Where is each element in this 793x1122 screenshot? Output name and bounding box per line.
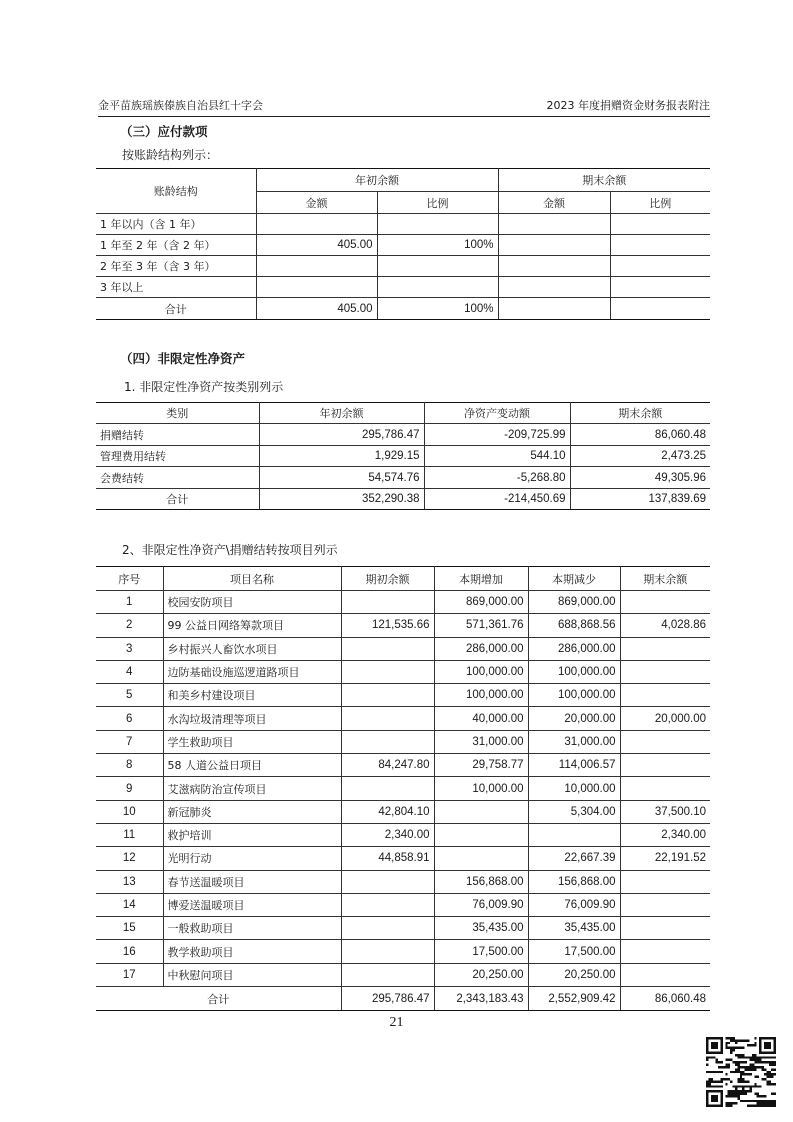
begin-balance [341,893,434,916]
change-value: -5,268.80 [424,467,570,489]
end-amount [498,277,610,298]
project-name: 学生救助项目 [163,730,341,753]
decrease: 869,000.00 [528,591,620,614]
end-balance: 2,340.00 [620,823,710,846]
col-header-end-amount: 金额 [498,192,610,214]
end-balance [620,660,710,683]
begin-ratio [377,214,498,235]
table-row [96,730,710,753]
row-index: 14 [96,893,163,916]
col-header-increase: 本期增加 [434,567,528,591]
increase: 869,000.00 [434,591,528,614]
document-title: 2023 年度捐赠资金财务报表附注 [546,99,710,112]
begin-balance: 2,340.00 [341,823,434,846]
end-balance: 37,500.10 [620,800,710,823]
decrease: 286,000.00 [528,637,620,660]
category-label: 捐赠结转 [96,424,259,446]
end-balance [620,870,710,893]
table-total-row [96,987,710,1011]
end-value: 49,305.96 [570,467,710,489]
increase: 100,000.00 [434,684,528,707]
col-header-end: 期末余额 [570,403,710,424]
row-index: 6 [96,707,163,730]
end-amount [498,235,610,256]
end-amount [498,256,610,277]
begin-ratio: 100% [377,235,498,256]
col-header-end: 期末余额 [498,169,710,192]
increase: 40,000.00 [434,707,528,730]
row-index: 3 [96,637,163,660]
begin-ratio [377,277,498,298]
increase: 10,000.00 [434,777,528,800]
end-amount [498,214,610,235]
category-label: 合计 [96,489,259,510]
table-row [96,467,710,489]
begin-balance: 42,804.10 [341,800,434,823]
increase: 2,343,183.43 [434,987,528,1011]
table-row [96,214,710,235]
table-total-row [96,489,710,510]
decrease: 100,000.00 [528,660,620,683]
decrease: 20,000.00 [528,707,620,730]
project-name: 新冠肺炎 [163,800,341,823]
col-header-category: 类别 [96,403,259,424]
table-row [96,893,710,916]
col-header-change: 净资产变动额 [424,403,570,424]
project-name: 中秋慰问项目 [163,963,341,986]
table-row [96,277,710,298]
page-header [98,96,710,117]
begin-balance [341,591,434,614]
table-row [96,940,710,963]
project-name: 58 人道公益日项目 [163,754,341,777]
row-index: 10 [96,800,163,823]
col-header-begin: 年初余额 [259,403,424,424]
row-index: 2 [96,614,163,637]
end-ratio [610,256,710,277]
col-header-project: 项目名称 [163,567,341,591]
begin-balance [341,870,434,893]
decrease: 100,000.00 [528,684,620,707]
row-label: 1 年以内（含 1 年） [96,214,256,235]
begin-balance [341,660,434,683]
increase: 156,868.00 [434,870,528,893]
change-value: 544.10 [424,446,570,467]
increase [434,800,528,823]
net-assets-subtitle-1: 1. 非限定性净资产按类别列示 [124,380,284,394]
end-value: 2,473.25 [570,446,710,467]
project-name: 救护培训 [163,823,341,846]
increase: 20,250.00 [434,963,528,986]
end-value: 86,060.48 [570,424,710,446]
project-name: 边防基础设施巡逻道路项目 [163,660,341,683]
begin-ratio [377,256,498,277]
end-ratio [610,235,710,256]
decrease: 156,868.00 [528,870,620,893]
end-balance [620,730,710,753]
decrease: 76,009.90 [528,893,620,916]
increase: 29,758.77 [434,754,528,777]
table-row [96,256,710,277]
decrease: 35,435.00 [528,917,620,940]
qr-code [706,1037,776,1107]
end-balance: 22,191.52 [620,847,710,870]
decrease: 17,500.00 [528,940,620,963]
decrease: 2,552,909.42 [528,987,620,1011]
decrease: 20,250.00 [528,963,620,986]
end-balance [620,963,710,986]
table-row [96,777,710,800]
table-row [96,707,710,730]
row-index: 1 [96,591,163,614]
end-balance [620,917,710,940]
col-header-decrease: 本期减少 [528,567,620,591]
end-balance [620,754,710,777]
end-ratio [610,298,710,320]
begin-value: 1,929.15 [259,446,424,467]
project-name: 艾滋病防治宣传项目 [163,777,341,800]
begin-balance [341,707,434,730]
table-row [96,823,710,846]
net-assets-category-table [96,402,710,510]
project-name: 光明行动 [163,847,341,870]
change-value: -214,450.69 [424,489,570,510]
col-header-end-ratio: 比例 [610,192,710,214]
increase: 100,000.00 [434,660,528,683]
decrease: 10,000.00 [528,777,620,800]
col-header-begin-amount: 金额 [256,192,377,214]
org-name: 金平苗族瑶族傣族自治县红十字会 [98,99,263,112]
end-balance: 20,000.00 [620,707,710,730]
table-row [96,847,710,870]
increase: 31,000.00 [434,730,528,753]
begin-balance [341,777,434,800]
row-index: 5 [96,684,163,707]
end-balance: 86,060.48 [620,987,710,1011]
end-balance: 4,028.86 [620,614,710,637]
table-row [96,424,710,446]
category-label: 会费结转 [96,467,259,489]
begin-amount [256,277,377,298]
table-row [96,870,710,893]
row-index: 17 [96,963,163,986]
table-row [96,591,710,614]
increase: 76,009.90 [434,893,528,916]
project-name: 一般救助项目 [163,917,341,940]
table-row [96,684,710,707]
begin-ratio: 100% [377,298,498,320]
decrease: 22,667.39 [528,847,620,870]
row-label: 2 年至 3 年（含 3 年） [96,256,256,277]
decrease [528,823,620,846]
begin-balance [341,963,434,986]
row-index: 11 [96,823,163,846]
end-value: 137,839.69 [570,489,710,510]
change-value: -209,725.99 [424,424,570,446]
begin-balance: 295,786.47 [341,987,434,1011]
table-row [96,917,710,940]
col-header-begin: 年初余额 [256,169,498,192]
col-header-begin-ratio: 比例 [377,192,498,214]
payables-table [96,168,710,320]
col-header-end: 期末余额 [620,567,710,591]
project-name: 和美乡村建设项目 [163,684,341,707]
table-row [96,235,710,256]
begin-balance [341,917,434,940]
end-ratio [610,214,710,235]
increase [434,847,528,870]
page-number: 21 [389,1015,404,1030]
end-balance [620,940,710,963]
table-total-row [96,298,710,320]
row-label: 3 年以上 [96,277,256,298]
begin-value: 54,574.76 [259,467,424,489]
row-label: 1 年至 2 年（含 2 年） [96,235,256,256]
project-name: 校园安防项目 [163,591,341,614]
begin-amount [256,256,377,277]
end-balance [620,893,710,916]
table-row [96,660,710,683]
end-ratio [610,277,710,298]
table-row [96,963,710,986]
section-title-net-assets: （四）非限定性净资产 [120,351,246,366]
project-name: 99 公益日网络筹款项目 [163,614,341,637]
decrease: 688,868.56 [528,614,620,637]
decrease: 5,304.00 [528,800,620,823]
begin-amount [256,214,377,235]
row-index: 7 [96,730,163,753]
begin-amount: 405.00 [256,235,377,256]
project-name: 乡村振兴人畜饮水项目 [163,637,341,660]
col-header-index: 序号 [96,567,163,591]
col-header-begin: 期初余额 [341,567,434,591]
increase: 286,000.00 [434,637,528,660]
project-name: 春节送温暖项目 [163,870,341,893]
row-index: 9 [96,777,163,800]
decrease: 31,000.00 [528,730,620,753]
end-amount [498,298,610,320]
project-table [96,566,710,1011]
col-header-age: 账龄结构 [96,169,256,214]
begin-balance: 121,535.66 [341,614,434,637]
table-row [96,614,710,637]
begin-balance: 44,858.91 [341,847,434,870]
total-label: 合计 [96,987,341,1011]
begin-amount: 405.00 [256,298,377,320]
begin-balance [341,637,434,660]
section-title-payables: （三）应付款项 [120,124,208,139]
increase: 35,435.00 [434,917,528,940]
project-name: 教学救助项目 [163,940,341,963]
begin-value: 352,290.38 [259,489,424,510]
table-row [96,754,710,777]
begin-balance: 84,247.80 [341,754,434,777]
table-row [96,800,710,823]
table-row [96,446,710,467]
increase: 17,500.00 [434,940,528,963]
project-name: 博爱送温暖项目 [163,893,341,916]
decrease: 114,006.57 [528,754,620,777]
increase: 571,361.76 [434,614,528,637]
row-index: 12 [96,847,163,870]
end-balance [620,591,710,614]
category-label: 管理费用结转 [96,446,259,467]
project-name: 水沟垃圾清理等项目 [163,707,341,730]
begin-balance [341,684,434,707]
row-index: 15 [96,917,163,940]
row-index: 4 [96,660,163,683]
row-index: 13 [96,870,163,893]
begin-balance [341,940,434,963]
row-label: 合计 [96,298,256,320]
begin-value: 295,786.47 [259,424,424,446]
end-balance [620,637,710,660]
row-index: 8 [96,754,163,777]
begin-balance [341,730,434,753]
end-balance [620,684,710,707]
payables-subtitle: 按账龄结构列示： [122,148,219,162]
net-assets-subtitle-2: 2、非限定性净资产\捐赠结转按项目列示 [122,543,338,557]
row-index: 16 [96,940,163,963]
increase [434,823,528,846]
end-balance [620,777,710,800]
table-row [96,637,710,660]
